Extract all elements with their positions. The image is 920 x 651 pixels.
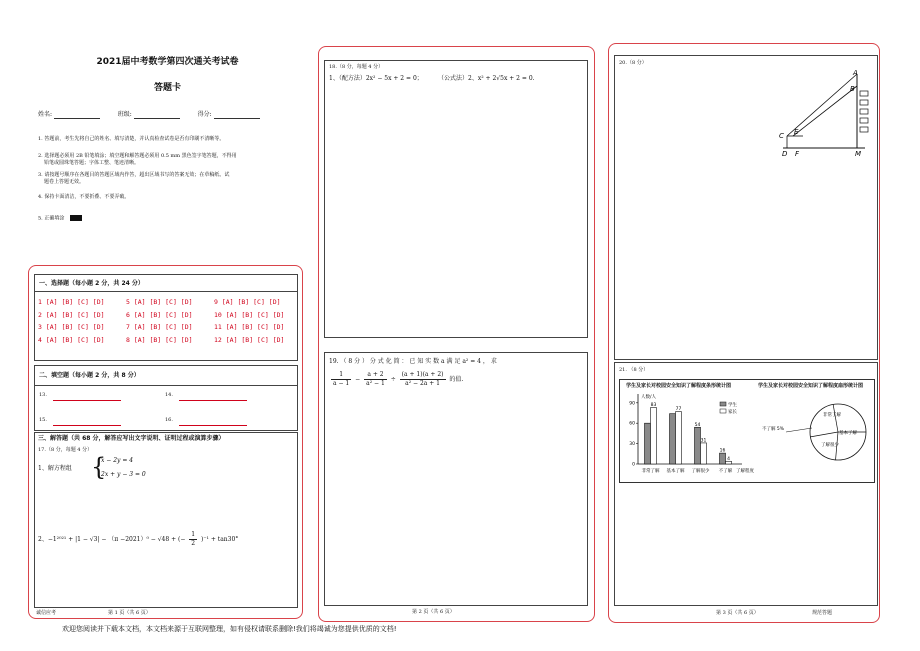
bar-data-label: 54 <box>694 422 701 428</box>
y-axis-label: 人数/人 <box>641 395 657 400</box>
name-field[interactable] <box>54 112 100 119</box>
q18-head: 18.（8 分，每题 4 分） <box>329 64 384 70</box>
bar-data-label: 77 <box>675 407 682 413</box>
mc-row <box>38 323 294 336</box>
label-D: D <box>782 150 788 156</box>
x-tick-label: 了解很少 <box>691 469 710 474</box>
q20-figure <box>775 66 875 156</box>
bar <box>651 408 657 464</box>
mc-item[interactable]: 9 [A] [B] [C] [D] <box>214 298 281 306</box>
student-info-row <box>38 111 318 119</box>
bar <box>720 453 726 464</box>
bar-chart <box>620 388 760 482</box>
blank-16-label: 16. <box>165 417 173 423</box>
note-1: 1. 答题前，考生先将自己的姓名、填写清楚，并认真检查试卷是否有印刷不清晰等。 <box>38 136 225 142</box>
mc-item[interactable]: 2 [A] [B] [C] [D] <box>38 310 105 319</box>
mc-row <box>38 336 294 349</box>
blank-16-field[interactable] <box>179 425 247 426</box>
y-tick-label: 30 <box>629 442 635 448</box>
q19-expression: $\frac{1}{a - 1}$ − $\frac{a + 2}{\text{a² − 1}}$ ÷ $\frac{(a + 1)(a + 2)}{\text{a² − 2a + 1}}$ 的值. <box>333 371 464 388</box>
label-E: E <box>794 128 799 136</box>
mc-item[interactable]: 1 [A] [B] [C] [D] <box>38 298 105 306</box>
label-M: M <box>855 150 862 156</box>
blank-15-field[interactable] <box>53 425 121 426</box>
bar-data-label: 4 <box>727 456 730 462</box>
q20-head: 20.（8 分） <box>619 60 647 66</box>
section1-title: 一、选择题（每小题 2 分，共 24 分） <box>39 280 144 287</box>
note-5: 5. 正确填涂 <box>38 215 318 222</box>
blank-15-label: 15. <box>39 417 47 423</box>
mc-row <box>38 311 294 324</box>
q17-head: 17.（8 分，每题 4 分） <box>38 447 93 453</box>
y-tick-label: 0 <box>632 462 635 468</box>
legend-label: 家长 <box>728 410 737 415</box>
blank-14-label: 14. <box>165 392 173 398</box>
solution-section <box>34 432 298 608</box>
bar-chart-title: 学生及家长对校园安全知识了解程度条形统计图 <box>626 383 732 389</box>
legend-swatch <box>720 409 726 413</box>
class-label: 班级: <box>117 111 132 118</box>
choice-section <box>34 274 298 361</box>
pie-slice-label: 基本了解 <box>839 431 857 436</box>
blank-14-field[interactable] <box>179 400 247 401</box>
legend-label: 学生 <box>728 403 737 408</box>
mc-item[interactable]: 8 [A] [B] [C] [D] <box>126 335 193 344</box>
q17-2-expression: 2、−1²⁰²¹ + |1 − √3| − （π −2021）⁰ − √48 + (− $\frac{1}{2}$ )⁻¹ + tan30° <box>38 531 239 548</box>
download-banner: 欢迎您阅读并下载本文档，本文档来源于互联网整理，如有侵权请联系删除!我们将竭诚为您提供优质的文档! <box>62 625 397 633</box>
section3-title: 三、解答题（共 68 分，解答应写出文字说明、证明过程或演算步骤） <box>38 435 225 442</box>
y-tick-label: 60 <box>629 421 635 427</box>
name-label: 姓名: <box>38 111 53 118</box>
note-2: 2. 选择题必须用 2B 铅笔填涂；填空题和解答题必须用 0.5 mm 黑色签字笔答题，不得用 <box>38 152 237 159</box>
footer-page3: 第 3 页（共 6 页） <box>716 610 759 616</box>
pie-leader-line <box>786 428 812 432</box>
mc-row <box>38 298 294 311</box>
pie-chart <box>760 388 872 482</box>
pie-slice-label: 不了解 5% <box>762 427 785 432</box>
fill-blank-section <box>34 365 298 431</box>
pie-slice-label: 了解很少 <box>821 443 839 448</box>
pie-slice-label: 非常了解 <box>823 413 841 418</box>
mc-item[interactable]: 3 [A] [B] [C] [D] <box>38 323 105 331</box>
mc-item[interactable]: 5 [A] [B] [C] [D] <box>126 298 193 306</box>
label-B: B <box>850 85 855 93</box>
mc-item[interactable]: 11 [A] [B] [C] [D] <box>214 323 285 331</box>
note-2b: 铅笔或圆珠笔答题；字体工整、笔迹清晰。 <box>44 159 140 166</box>
blank-13-field[interactable] <box>53 400 121 401</box>
score-field[interactable] <box>214 112 260 119</box>
pie-chart-title: 学生及家长对校园安全知识了解程度扇形统计图 <box>758 383 864 389</box>
section2-title: 二、填空题（每小题 2 分，共 8 分） <box>39 372 140 379</box>
note-3: 3. 请按题号顺序在各题目的答题区域内作答，超出区域书写的答案无效；在草稿纸、试 <box>38 172 230 179</box>
label-A: A <box>853 69 858 77</box>
bar <box>676 412 682 464</box>
exam-title: 2021届中考数学第四次通关考试卷 <box>96 57 239 67</box>
footer-right: 规范答题 <box>812 610 833 616</box>
q21-box <box>614 362 878 606</box>
bar-data-label: 31 <box>700 438 707 444</box>
bar <box>645 423 651 464</box>
q18-body: 1、（配方法）2x² − 5x + 2 = 0； （公式法）2、x² + 2√5x + 2 = 0. <box>329 75 535 82</box>
footer-left: 诚信应考 <box>36 610 57 616</box>
q19-box <box>324 352 588 606</box>
y-tick-label: 90 <box>629 401 635 407</box>
q18-box <box>324 60 588 338</box>
footer-page1: 第 1 页（共 6 页） <box>108 610 151 616</box>
mc-grid <box>38 298 294 348</box>
mc-item[interactable]: 10 [A] [B] [C] [D] <box>214 310 285 319</box>
x-tick-label: 基本了解 <box>666 469 685 474</box>
label-F: F <box>795 150 800 156</box>
x-axis-label: 了解程度 <box>736 469 754 474</box>
footer-page2: 第 2 页（共 6 页） <box>412 609 455 615</box>
q21-head: 21. （8 分） <box>619 367 649 373</box>
equation-1: x − 2y = 4 <box>101 457 134 464</box>
mc-item[interactable]: 6 [A] [B] [C] [D] <box>126 310 193 319</box>
blank-13-label: 13. <box>39 392 47 398</box>
mc-item[interactable]: 7 [A] [B] [C] [D] <box>126 323 193 331</box>
x-tick-label: 非常了解 <box>641 469 660 474</box>
instructions <box>38 136 318 222</box>
q19-head: 19. （ 8 分 ） 分 式 化 简 ： 已 知 实 数 a 满 足 a² = 4 ， 求 <box>329 358 497 365</box>
note-4: 4. 保持卡面清洁，不要折叠、不要弄破。 <box>38 193 130 200</box>
equation-brace: { <box>91 453 107 481</box>
answer-sheet-subtitle: 答题卡 <box>153 83 181 93</box>
bar-data-label: 83 <box>650 403 657 409</box>
bar <box>670 414 676 464</box>
class-field[interactable] <box>134 112 180 119</box>
mc-item[interactable]: 4 [A] [B] [C] [D] <box>38 335 105 344</box>
q20-box <box>614 55 878 360</box>
filled-sample-mark <box>70 215 82 221</box>
legend-swatch <box>720 402 726 406</box>
q17-1-label: 1、解方程组 <box>38 465 72 472</box>
score-label: 得分: <box>197 111 212 118</box>
label-C: C <box>779 132 784 140</box>
bar <box>695 427 701 464</box>
x-tick-label: 不了解 <box>718 469 733 474</box>
bar <box>701 443 707 464</box>
stats-figure <box>619 379 875 483</box>
mc-item[interactable]: 12 [A] [B] [C] [D] <box>214 335 285 344</box>
note-3b: 题卷上答题无效。 <box>44 179 85 185</box>
bar-data-label: 16 <box>719 448 726 454</box>
equation-2: 2x + y − 3 = 0 <box>101 471 146 478</box>
